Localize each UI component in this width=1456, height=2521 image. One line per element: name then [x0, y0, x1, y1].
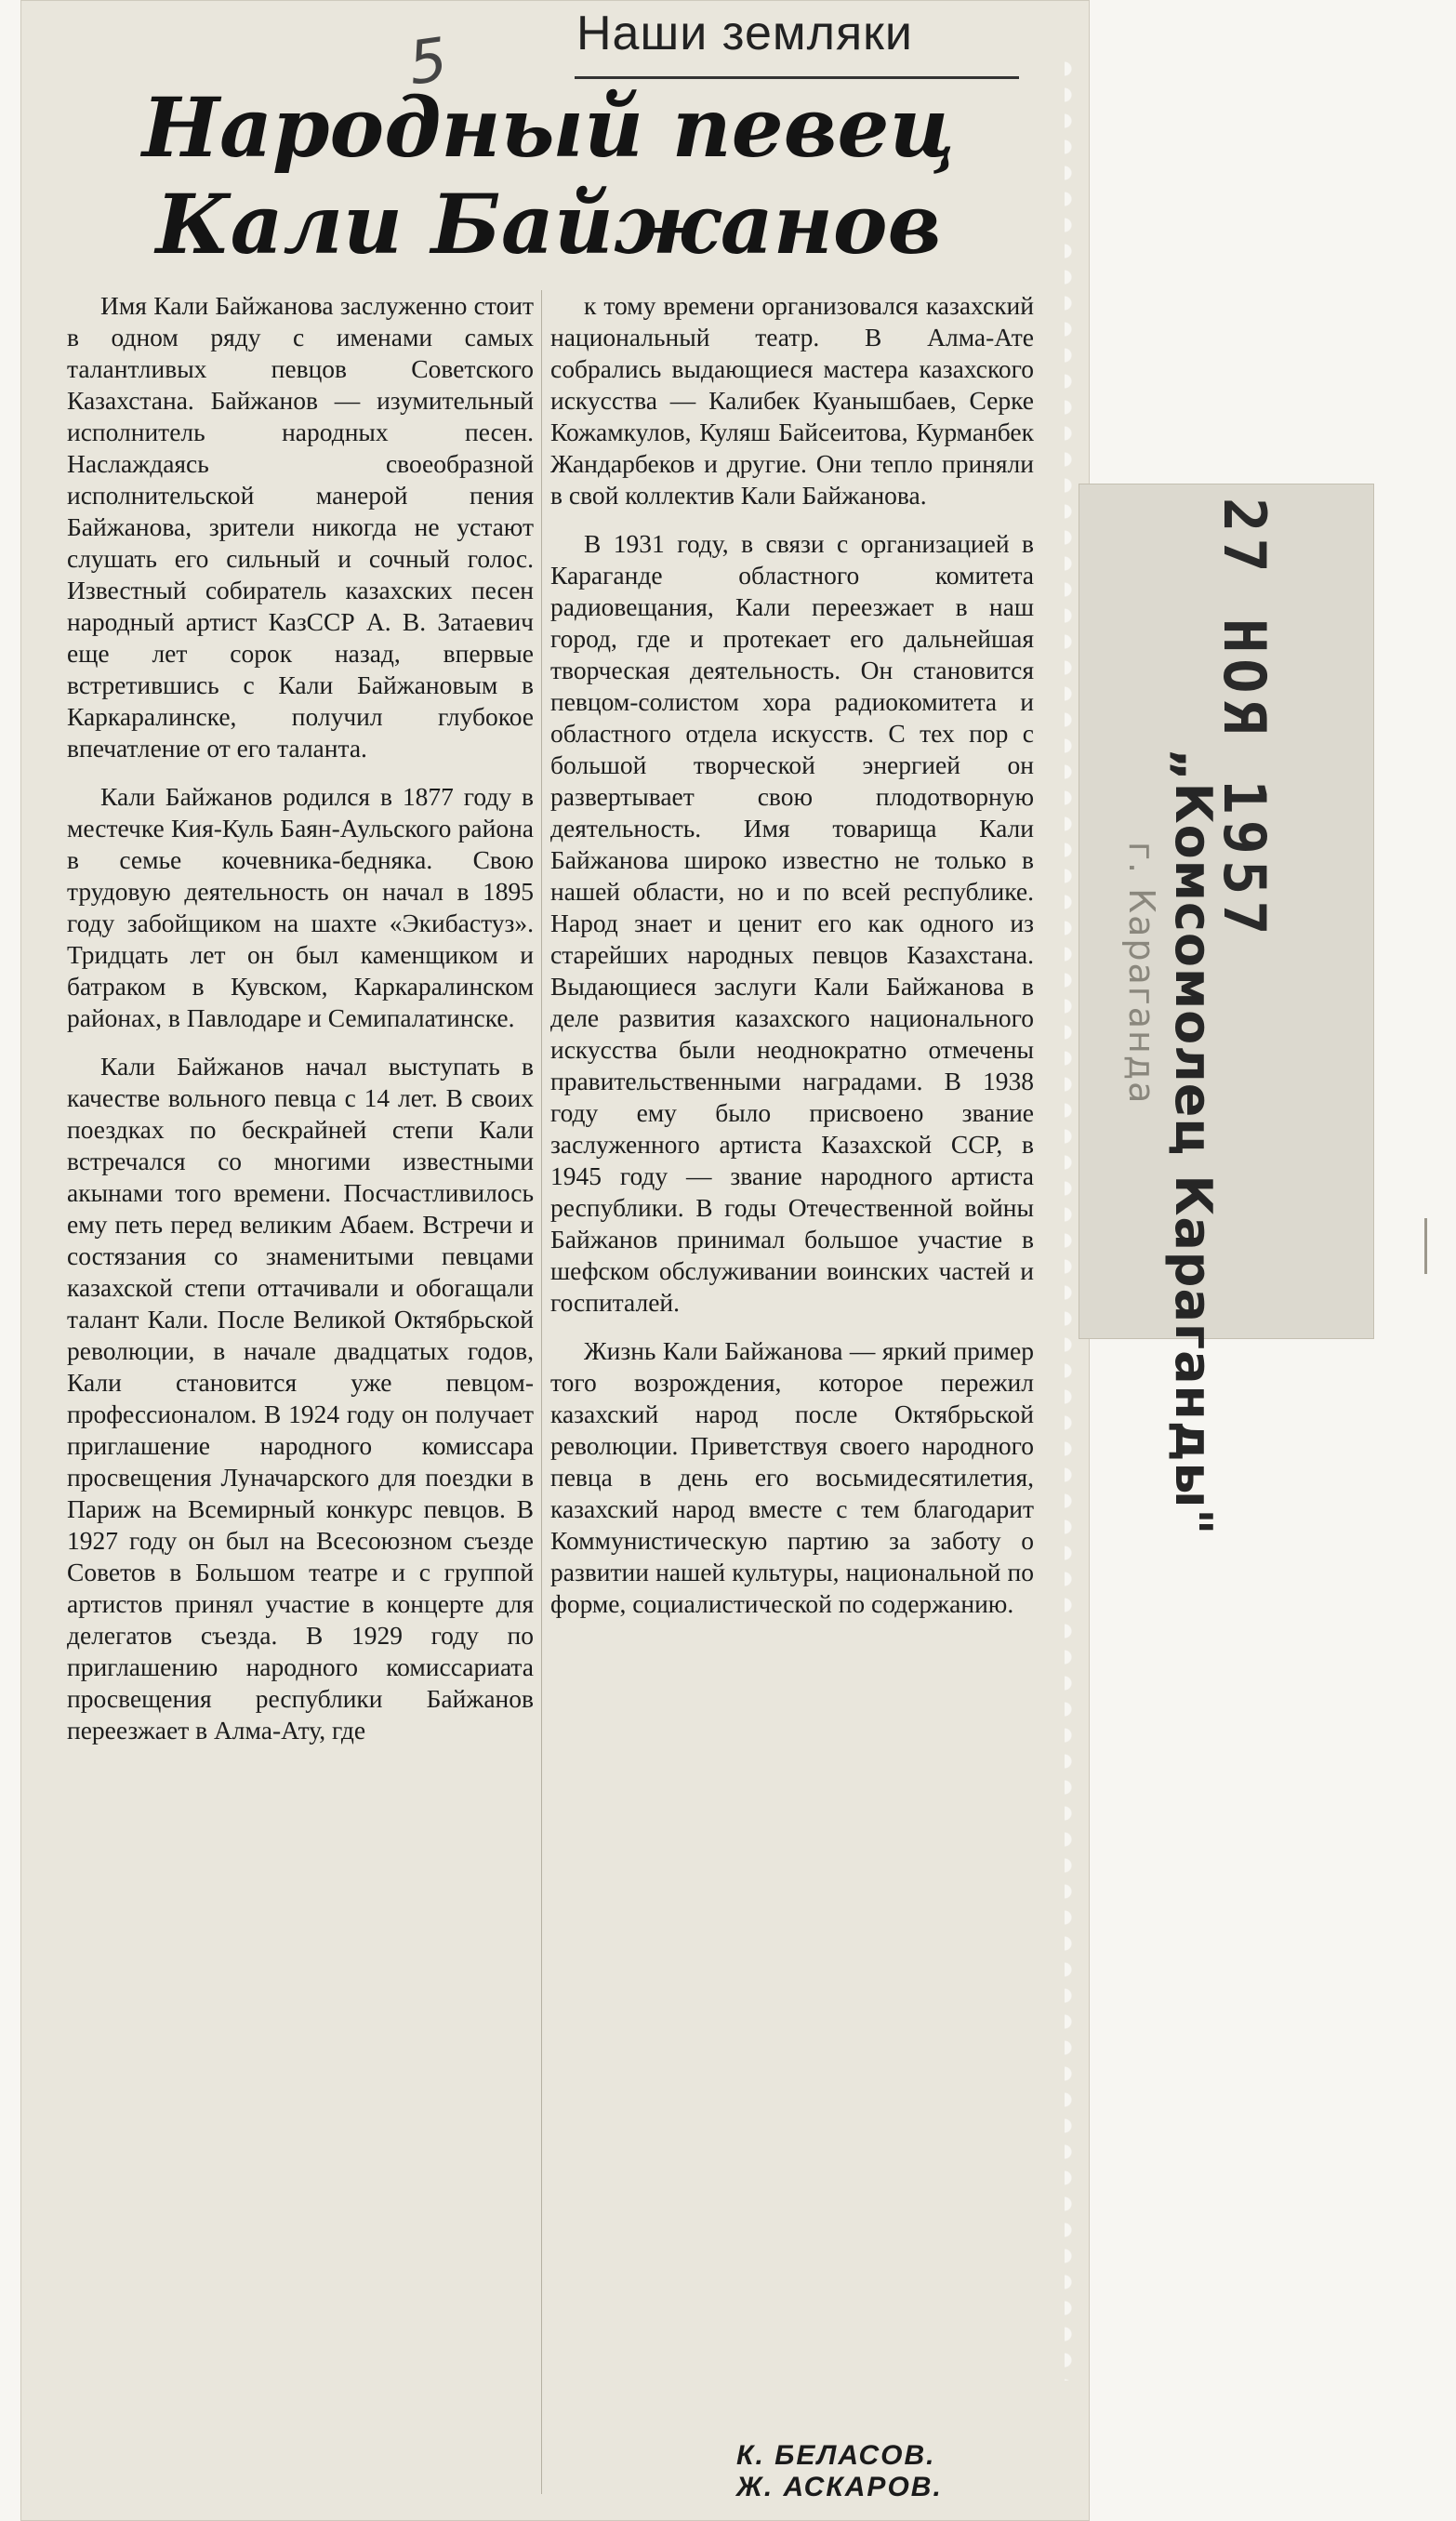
margin-mark	[1424, 1218, 1427, 1274]
paragraph: Кали Байжанов родился в 1877 году в местечке Кия-Куль Баян-Аульского района в семье кочевника-бедняка. Свою трудовую деятельность он начал в 1895 году забойщиком на шахте «Экибастуз». Тридцать лет он был каменщиком и батраком в Кувском, Каркаралинском районах, в Павлодаре и Семипалатинске.	[67, 782, 534, 1032]
column-divider	[541, 290, 542, 2494]
paragraph: к тому времени организовался казахский национальный театр. В Алма-Ате собрались выдающиеся мастера казахского искусства — Калибек Куанышбаев, Серке Кожамкулов, Куляш Байсеитова, Курманбек Жандарбеков и другие. Они тепло приняли в свой коллектив Кали Байжанова.	[550, 291, 1034, 510]
article-column-right	[550, 290, 1034, 1637]
rubric-heading: Наши земляки	[576, 7, 913, 60]
paragraph: Жизнь Кали Байжанова — яркий пример того возрождения, которое пережил казахский народ после Октябрьской революции. Приветствуя своего народного певца в день его восьмидесятилетия, казахский народ вместе с тем благодарит Коммунистическую партию за заботу о развитии нашей культуры, национальной по форме, социалистической по содержанию.	[550, 1336, 1034, 1618]
article-headline	[56, 79, 1041, 272]
date-stamp: 27 НОЯ 1957	[1211, 498, 1278, 941]
article-column-left	[67, 290, 534, 1763]
paragraph: В 1931 году, в связи с организацией в Караганде областного комитета радиовещания, Кали переезжает в наш город, где и протекает его дальнейшая творческая деятельность. Он становится певцом-солистом хора радиокомитета и областного отдела искусств. С тех пор с большой творческой энергией он развертывает свою плодотворную деятельность. Имя товарища Кали Байжанова широко известно не только в нашей области, но и по всей республике. Народ знает и ценит его как одного из старейших народных певцов Казахстана. Выдающиеся заслуги Кали Байжанова в деле развития казахского национального искусства были неоднократно отмечены правительственными наградами. В 1938 году ему было присвоено звание заслуженного артиста Казахской ССР, в 1945 году — звание народного артиста республики. В годы Отечественной войны Байжанов принимал большое участие в шефском обслуживании воинских частей и госпиталей.	[550, 529, 1034, 1317]
article-authors	[736, 2440, 1034, 2503]
author-name: Ж. АСКАРОВ.	[736, 2472, 943, 2502]
headline-line-2: Кали Байжанов	[155, 176, 942, 272]
newspaper-city: г. Караганда	[1121, 842, 1162, 1106]
headline-line-1: Народный певец	[141, 79, 956, 176]
paragraph: Кали Байжанов начал выступать в качестве вольного певца с 14 лет. В своих поездках по бескрайней степи Кали встречался со многими известными акынами того времени. Посчастливилось ему петь перед великим Абаем. Встречи и состязания со знаменитыми певцами казахской степи оттачивали и обогащали талант Кали. После Великой Октябрьской революции, в начале двадцатых годов, Кали становится уже певцом-профессионалом. В 1924 году он получает приглашение народного комиссара просвещения Луначарского для поездки в Париж на Всемирный конкурс певцов. В 1927 году он был на Всесоюзном съезде Советов в Большом театре и с группой артистов принял участие в концерте для делегатов съезда. В 1929 году по приглашению народного комиссариата просвещения республики Байжанов переезжает в Алма-Ату, где	[67, 1052, 534, 1745]
newspaper-name: „Комсомолец Караганды"	[1164, 749, 1223, 1536]
handwritten-page-number: 5	[404, 25, 452, 100]
paragraph: Имя Кали Байжанова заслуженно стоит в одном ряду с именами самых талантливых певцов Советского Казахстана. Байжанов — изумительный исполнитель народных песен. Наслаждаясь своеобразной исполнительской манерой пения Байжанова, зрители никогда не устают слушать его сильный и сочный голос. Известный собиратель казахских песен народный артист КазССР А. В. Затаевич еще лет сорок назад, впервые встретившись с Кали Байжановым в Каркаралинске, получил глубокое впечатление от его таланта.	[67, 291, 534, 763]
author-name: К. БЕЛАСОВ.	[736, 2440, 936, 2471]
